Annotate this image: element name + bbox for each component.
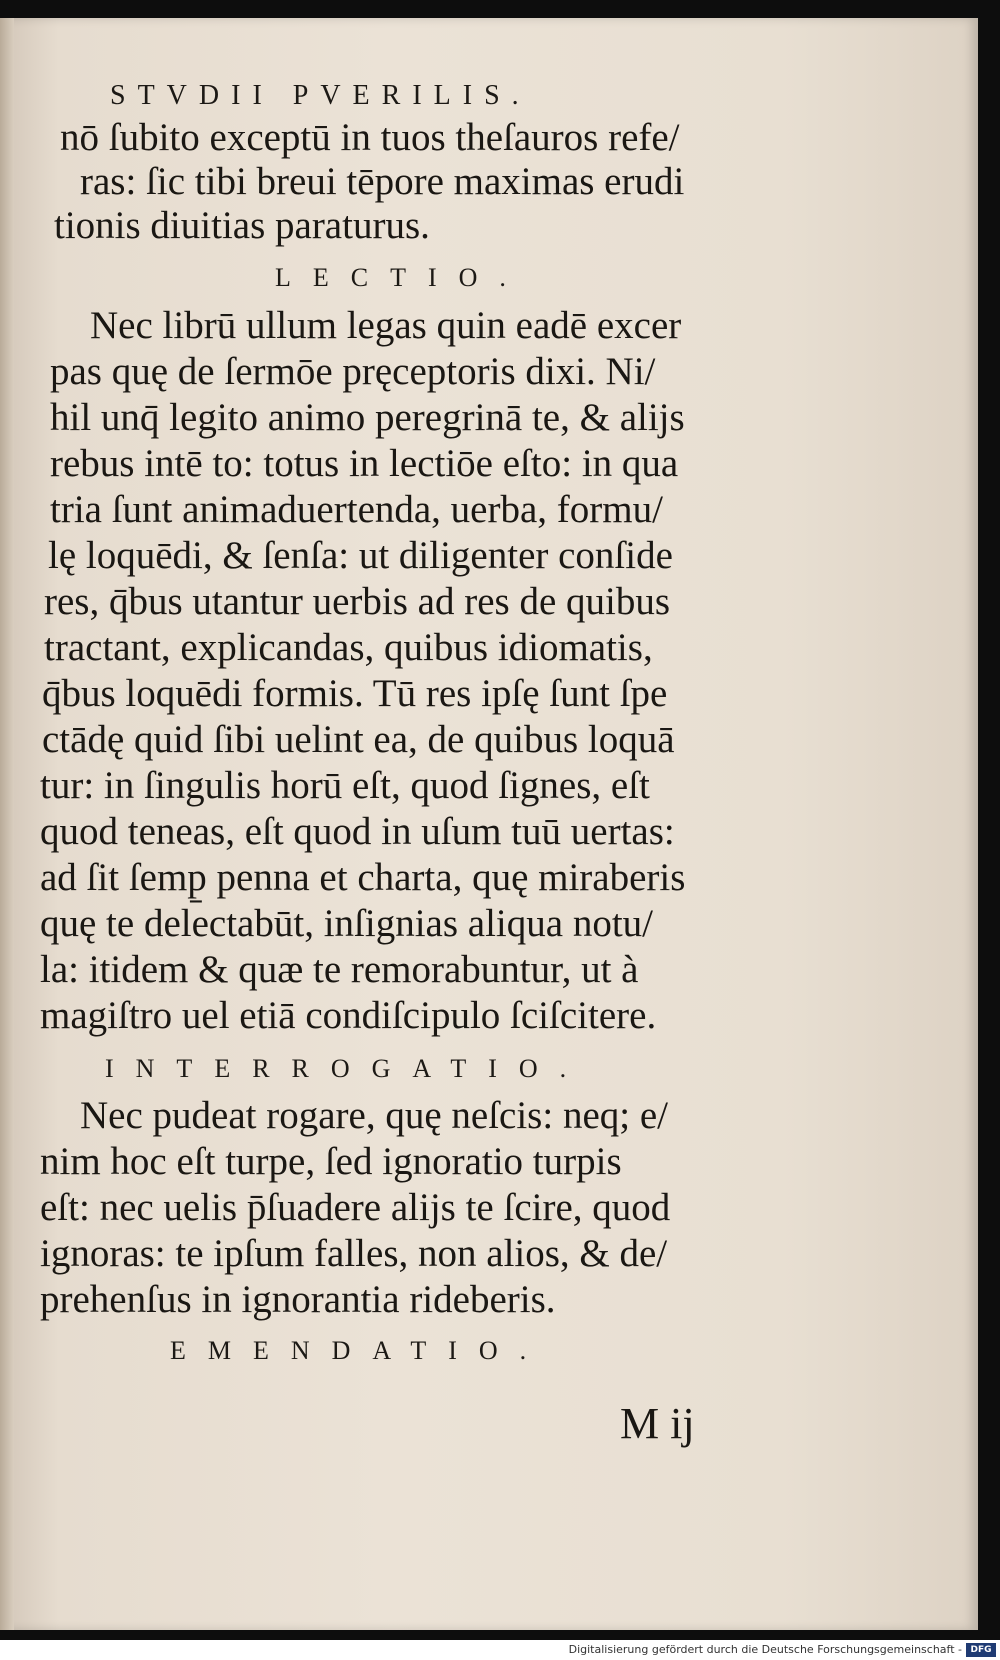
section-heading-emendatio: EMENDATIO. xyxy=(170,1336,549,1365)
text-line: la: itidem & quæ te remorabuntur, ut à xyxy=(40,948,639,991)
text-line: tionis diuitias paraturus. xyxy=(54,204,430,247)
section-heading-interrogatio: INTERROGATIO. xyxy=(105,1054,589,1083)
text-line: pas quę de ſermōe pręceptoris dixi. Ni/ xyxy=(50,350,656,393)
text-line: tria ſunt animaduertenda, uerba, formu/ xyxy=(50,488,663,531)
text-line: prehenſus in ignorantia rideberis. xyxy=(40,1278,556,1321)
text-line: ad ſit ſemp̱ penna et charta, quę miraberis xyxy=(40,856,686,899)
book-page xyxy=(0,18,978,1630)
text-line: q̄bus loquēdi formis. Tū res ipſę ſunt ſpe xyxy=(42,672,668,715)
text-line: tractant, explicandas, quibus idiomatis, xyxy=(44,626,653,669)
text-line: nim hoc eſt turpe, ſed ignoratio turpis xyxy=(40,1140,622,1183)
text-line: ignoras: te ipſum falles, non alios, & de/ xyxy=(40,1232,668,1275)
text-line: lę loquēdi, & ſenſa: ut diligenter conſide xyxy=(48,534,673,577)
page-gutter xyxy=(0,18,14,1630)
text-line: ras: ſic tibi breui tēpore maximas erudi xyxy=(80,160,685,203)
text-line: hil unq̄ legito animo peregrinā te, & alijs xyxy=(50,396,685,439)
signature-mark: M ij xyxy=(620,1399,695,1448)
text-line: ctādę quid ſibi uelint ea, de quibus loquā xyxy=(42,718,675,761)
text-line: eſt: nec uelis p̄ſuadere alijs te ſcire, quod xyxy=(40,1186,671,1229)
section-heading-lectio: LECTIO. xyxy=(275,263,528,292)
text-line: Nec pudeat rogare, quę neſcis: neq; e/ xyxy=(80,1094,668,1137)
text-line: Nec librū ullum legas quin eadē excer xyxy=(90,304,682,347)
text-line: magiſtro uel etiā condiſcipulo ſciſcitere. xyxy=(40,994,657,1037)
text-line: rebus intē to: totus in lectiōe eſto: in qua xyxy=(50,442,679,485)
text-line: nō ſubito exceptū in tuos theſauros refe/ xyxy=(60,116,680,159)
text-line: quę te delectabūt, inſignias aliqua notu/ xyxy=(40,902,653,945)
text-line: res, q̄bus utantur uerbis ad res de quibus xyxy=(44,580,671,623)
running-head: STVDII PVERILIS. xyxy=(110,80,531,111)
text-line: tur: in ſingulis horū eſt, quod ſignes, eſt xyxy=(40,764,650,807)
digitization-credit: Digitalisierung gefördert durch die Deutsche Forschungsgemeinschaft - xyxy=(568,1643,962,1656)
text-line: quod teneas, eſt quod in uſum tuū uertas: xyxy=(40,810,675,853)
dfg-logo-icon: DFG xyxy=(966,1643,996,1657)
